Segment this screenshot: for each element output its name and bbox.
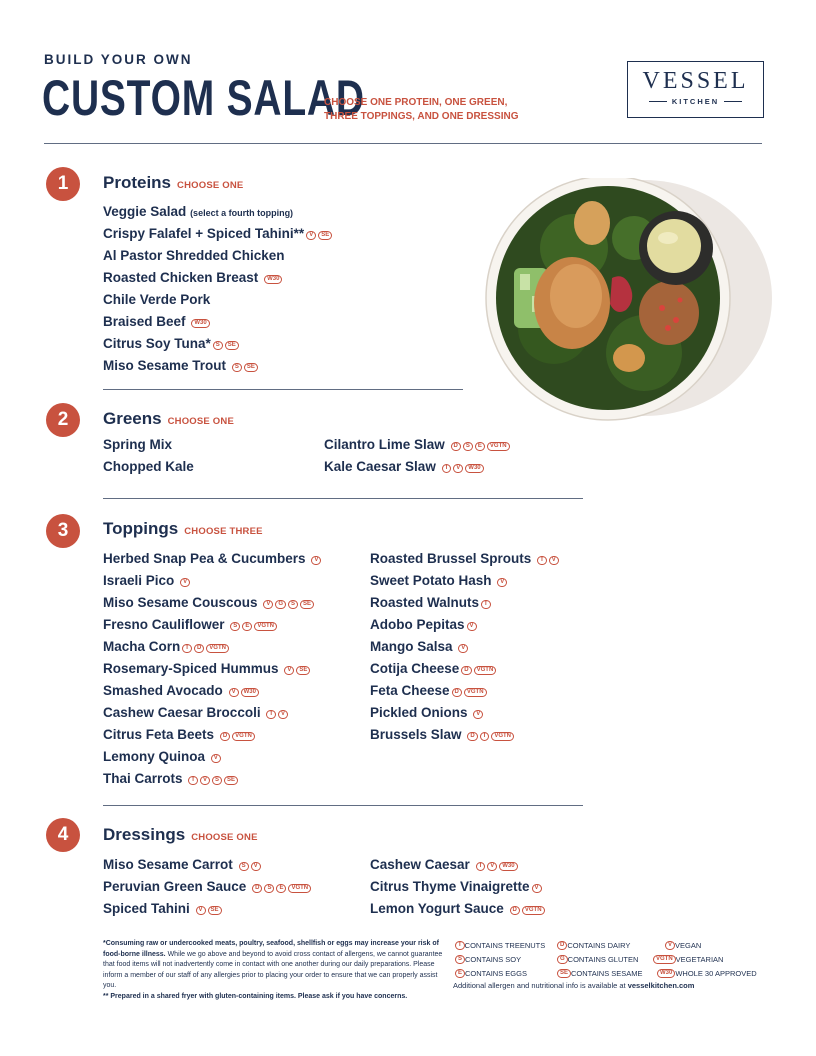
vegan-badge: V: [263, 600, 273, 609]
vegan-badge: V: [306, 231, 316, 240]
disclaimer-bold: *Consuming raw or undercooked meats, poultry, seafood, shellfish or eggs may increase your risk of food-borne illness.: [103, 940, 439, 958]
item-note: (select a fourth topping): [190, 208, 294, 218]
legend-row: [453, 967, 773, 981]
list-item: [370, 636, 559, 658]
soy-badge: S: [264, 884, 274, 893]
sesame-badge: SE: [208, 906, 222, 915]
treenuts-badge: T: [266, 710, 276, 719]
legend-label: CONTAINS DAIRY: [567, 941, 631, 950]
item-name: Pickled Onions: [370, 705, 468, 720]
treenuts-badge: T: [480, 732, 490, 741]
list-item: [103, 333, 332, 355]
item-name: Rosemary-Spiced Hummus: [103, 661, 279, 676]
nutrition-info: [453, 981, 773, 990]
list-item: [370, 592, 559, 614]
dressings-heading: [103, 825, 258, 845]
list-item: [103, 456, 194, 478]
soy-badge: S: [239, 862, 249, 871]
toppings-heading: [103, 519, 263, 539]
greens-step-number: 2: [46, 403, 80, 437]
vegan-badge: V: [196, 906, 206, 915]
proteins-step-number: 1: [46, 167, 80, 201]
vegetarian-badge: VGTN: [487, 442, 510, 451]
list-item: [103, 702, 321, 724]
sesame-badge: SE: [244, 363, 258, 372]
item-name: Citrus Feta Beets: [103, 727, 215, 742]
item-name: Peruvian Green Sauce: [103, 879, 247, 894]
salad-bowl-photo: [484, 178, 774, 423]
toppings-title: Toppings: [103, 519, 179, 538]
list-item: [370, 614, 559, 636]
toppings-step-number: 3: [46, 514, 80, 548]
subtitle-line-1: CHOOSE ONE PROTEIN, ONE GREEN,: [324, 97, 508, 108]
item-name: Adobo Pepitas: [370, 617, 465, 632]
eggs-badge: E: [475, 442, 485, 451]
soy-badge: S: [288, 600, 298, 609]
gluten-badge: G: [557, 955, 568, 964]
greens-list-right: [324, 434, 510, 478]
dairy-badge: D: [452, 688, 462, 697]
list-item: [103, 592, 321, 614]
list-item: [103, 724, 321, 746]
list-item: [370, 876, 545, 898]
vegan-badge: V: [180, 578, 190, 587]
item-name: Cashew Caesar: [370, 857, 470, 872]
whole30-badge: W30: [241, 688, 259, 697]
list-item: [103, 289, 332, 311]
sesame-badge: SE: [224, 776, 238, 785]
item-name: Roasted Chicken Breast: [103, 270, 259, 285]
soy-badge: S: [463, 442, 473, 451]
proteins-divider: [103, 389, 463, 390]
item-name: Cashew Caesar Broccoli: [103, 705, 261, 720]
legend-label: VEGAN: [675, 941, 702, 950]
list-item: [103, 223, 332, 245]
allergen-disclaimer: [103, 939, 443, 992]
proteins-heading: [103, 173, 243, 193]
item-name: Lemony Quinoa: [103, 749, 206, 764]
list-item: [103, 768, 321, 790]
sesame-badge: SE: [300, 600, 314, 609]
treenuts-badge: T: [455, 941, 465, 950]
greens-divider: [103, 498, 583, 499]
vegetarian-badge: VGTN: [288, 884, 311, 893]
list-item: [103, 876, 311, 898]
legend-label: CONTAINS GLUTEN: [567, 955, 639, 964]
list-item: [103, 746, 321, 768]
item-name: Cotija Cheese: [370, 661, 460, 676]
eggs-badge: E: [242, 622, 252, 631]
eggs-badge: E: [276, 884, 286, 893]
legend-row: [453, 953, 773, 967]
list-item: [324, 456, 510, 478]
dairy-badge: D: [194, 644, 204, 653]
list-item: [103, 854, 311, 876]
legend-label: WHOLE 30 APPROVED: [675, 969, 757, 978]
dairy-badge: D: [461, 666, 471, 675]
list-item: [103, 355, 332, 377]
list-item: [103, 570, 321, 592]
disclaimer-text: While we go above and beyond to avoid cross contact of allergens, we cannot guarantee that food items will not inadvertently come in contact with one another during our daily preparations. Please inform a member of our staff of any allergies prior to placing your order to ensure that we can properly assist you.: [103, 950, 443, 989]
legend-label: CONTAINS SESAME: [571, 969, 643, 978]
sesame-badge: SE: [557, 969, 571, 978]
dairy-badge: D: [220, 732, 230, 741]
list-item: [103, 267, 332, 289]
header-subtitle: [324, 96, 518, 124]
list-item: [103, 245, 332, 267]
vegan-badge: V: [549, 556, 559, 565]
list-item: [103, 898, 311, 920]
list-item: [103, 311, 332, 333]
legend-label: CONTAINS EGGS: [465, 969, 527, 978]
vegan-badge: V: [200, 776, 210, 785]
item-name: Roasted Brussel Sprouts: [370, 551, 532, 566]
website-link[interactable]: vesselkitchen.com: [627, 981, 695, 990]
vegan-badge: V: [284, 666, 294, 675]
dairy-badge: D: [252, 884, 262, 893]
item-name: Brussels Slaw: [370, 727, 462, 742]
gluten-badge: G: [275, 600, 286, 609]
item-name: Miso Sesame Carrot: [103, 857, 233, 872]
vegan-badge: V: [458, 644, 468, 653]
list-item: [370, 570, 559, 592]
item-name: Feta Cheese: [370, 683, 450, 698]
logo-sub-text: KITCHEN: [671, 97, 720, 106]
vegan-badge: V: [211, 754, 221, 763]
nutrition-info-text: Additional allergen and nutritional info is available at: [453, 981, 628, 990]
list-item: [370, 680, 559, 702]
item-name: Spring Mix: [103, 437, 173, 452]
treenuts-badge: T: [188, 776, 198, 785]
soy-badge: S: [212, 776, 222, 785]
item-name: Macha Corn: [103, 639, 181, 654]
vegan-badge: V: [278, 710, 288, 719]
treenuts-badge: T: [537, 556, 547, 565]
vegetarian-badge: VGTN: [232, 732, 255, 741]
dairy-badge: D: [467, 732, 477, 741]
whole30-badge: W30: [191, 319, 209, 328]
sesame-badge: SE: [296, 666, 310, 675]
page-title: CUSTOM SALAD: [42, 70, 365, 126]
whole30-badge: W30: [264, 275, 282, 284]
dairy-badge: D: [451, 442, 461, 451]
logo-main-text: VESSEL: [642, 68, 749, 94]
item-name: Cilantro Lime Slaw: [324, 437, 445, 452]
dairy-badge: D: [557, 941, 567, 950]
dressings-step-number: 4: [46, 818, 80, 852]
vegan-badge: V: [229, 688, 239, 697]
greens-choose-label: CHOOSE ONE: [167, 416, 234, 427]
greens-heading: [103, 409, 234, 429]
toppings-divider: [103, 805, 583, 806]
vegan-badge: V: [251, 862, 261, 871]
toppings-list-right: [370, 548, 559, 746]
list-item: [370, 724, 559, 746]
dressings-title: Dressings: [103, 825, 186, 844]
sesame-badge: SE: [225, 341, 239, 350]
soy-badge: S: [232, 363, 242, 372]
dressings-list-left: [103, 854, 311, 920]
list-item: [103, 636, 321, 658]
whole30-badge: W30: [499, 862, 517, 871]
allergen-legend: [453, 939, 773, 990]
list-item: [370, 854, 545, 876]
sesame-badge: SE: [318, 231, 332, 240]
subtitle-line-2: THREE TOPPINGS, AND ONE DRESSING: [324, 111, 519, 122]
item-name: Crispy Falafel + Spiced Tahini**: [103, 226, 305, 241]
vegetarian-badge: VGTN: [206, 644, 229, 653]
fryer-note: ** Prepared in a shared fryer with gluten-containing items. Please ask if you have concerns.: [103, 993, 408, 1000]
treenuts-badge: T: [442, 464, 452, 473]
list-item: [370, 658, 559, 680]
vegan-badge: V: [497, 578, 507, 587]
vegan-badge: V: [487, 862, 497, 871]
dressings-choose-label: CHOOSE ONE: [191, 832, 258, 843]
vegetarian-badge: VGTN: [464, 688, 487, 697]
eggs-badge: E: [455, 969, 465, 978]
header-divider: [44, 143, 762, 144]
proteins-choose-label: CHOOSE ONE: [177, 180, 244, 191]
item-name: Veggie Salad: [103, 204, 187, 219]
vegan-badge: V: [453, 464, 463, 473]
greens-list-left: [103, 434, 194, 478]
soy-badge: S: [455, 955, 465, 964]
item-name: Citrus Thyme Vinaigrette: [370, 879, 530, 894]
treenuts-badge: T: [476, 862, 486, 871]
list-item: [370, 702, 559, 724]
vegan-badge: V: [665, 941, 675, 950]
list-item: [370, 548, 559, 570]
proteins-title: Proteins: [103, 173, 172, 192]
legend-label: CONTAINS TREENUTS: [464, 941, 546, 950]
item-name: Herbed Snap Pea & Cucumbers: [103, 551, 306, 566]
toppings-choose-label: CHOOSE THREE: [184, 526, 263, 537]
logo-dash-left: [649, 101, 667, 102]
item-name: Lemon Yogurt Sauce: [370, 901, 504, 916]
item-name: Fresno Cauliflower: [103, 617, 225, 632]
vegetarian-badge: VGTN: [491, 732, 514, 741]
list-item: [103, 680, 321, 702]
vegetarian-badge: VGTN: [653, 955, 676, 964]
vegetarian-badge: VGTN: [474, 666, 497, 675]
list-item: [324, 434, 510, 456]
item-name: Spiced Tahini: [103, 901, 190, 916]
item-name: Smashed Avocado: [103, 683, 223, 698]
vegetarian-badge: VGTN: [254, 622, 277, 631]
item-name: Chopped Kale: [103, 459, 194, 474]
treenuts-badge: T: [182, 644, 192, 653]
header-kicker: BUILD YOUR OWN: [44, 52, 193, 67]
legend-row: [453, 939, 773, 953]
list-item: [103, 658, 321, 680]
vegetarian-badge: VGTN: [522, 906, 545, 915]
item-name: Braised Beef: [103, 314, 186, 329]
soy-badge: S: [213, 341, 223, 350]
item-name: Israeli Pico: [103, 573, 175, 588]
vegan-badge: V: [532, 884, 542, 893]
list-item: [103, 434, 194, 456]
whole30-badge: W30: [465, 464, 483, 473]
item-name: Miso Sesame Trout: [103, 358, 227, 373]
list-item: [370, 898, 545, 920]
item-name: Mango Salsa: [370, 639, 453, 654]
whole30-badge: W30: [657, 969, 675, 978]
list-item: [103, 614, 321, 636]
vessel-kitchen-logo: [627, 61, 764, 118]
treenuts-badge: T: [481, 600, 491, 609]
vegan-badge: V: [467, 622, 477, 631]
list-item: [103, 548, 321, 570]
logo-sub: [628, 97, 763, 106]
legend-label: VEGETARIAN: [675, 955, 724, 964]
toppings-list-left: [103, 548, 321, 790]
item-name: Roasted Walnuts: [370, 595, 480, 610]
vegan-badge: V: [473, 710, 483, 719]
soy-badge: S: [230, 622, 240, 631]
item-name: Al Pastor Shredded Chicken: [103, 248, 285, 263]
greens-title: Greens: [103, 409, 162, 428]
legend-label: CONTAINS SOY: [465, 955, 522, 964]
item-name: Thai Carrots: [103, 771, 183, 786]
item-name: Miso Sesame Couscous: [103, 595, 258, 610]
item-name: Chile Verde Pork: [103, 292, 211, 307]
vegan-badge: V: [311, 556, 321, 565]
item-name: Kale Caesar Slaw: [324, 459, 436, 474]
proteins-list: [103, 201, 332, 377]
item-name: Citrus Soy Tuna*: [103, 336, 211, 351]
logo-dash-right: [724, 101, 742, 102]
list-item: [103, 201, 332, 223]
item-name: Sweet Potato Hash: [370, 573, 492, 588]
dairy-badge: D: [510, 906, 520, 915]
dressings-list-right: [370, 854, 545, 920]
